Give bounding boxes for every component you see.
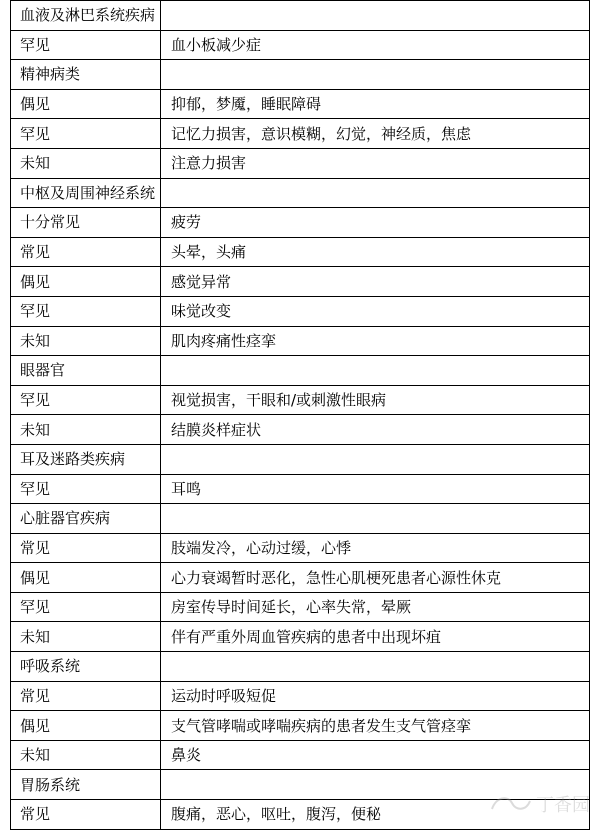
frequency-cell: 未知 (11, 622, 161, 652)
effect-cell: 肢端发冷，心动过缓，心悸 (161, 533, 590, 563)
effect-cell: 鼻炎 (161, 740, 590, 770)
table-body (11, 1, 590, 830)
adverse-reactions-table (10, 0, 590, 830)
frequency-cell: 十分常见 (11, 208, 161, 238)
effect-cell: 肌肉疼痛性痉挛 (161, 326, 590, 356)
table-row (11, 740, 590, 770)
frequency-cell: 常见 (11, 237, 161, 267)
effect-cell: 头晕，头痛 (161, 237, 590, 267)
frequency-cell: 偶见 (11, 563, 161, 593)
category-label: 耳及迷路类疾病 (11, 444, 161, 474)
frequency-cell: 未知 (11, 740, 161, 770)
frequency-cell: 常见 (11, 533, 161, 563)
category-label: 精神病类 (11, 60, 161, 90)
table-row (11, 208, 590, 238)
effect-cell: 支气管哮喘或哮喘疾病的患者发生支气管痉挛 (161, 711, 590, 741)
category-row (11, 652, 590, 682)
category-label: 胃肠系统 (11, 770, 161, 800)
frequency-cell: 常见 (11, 800, 161, 830)
category-row (11, 444, 590, 474)
effect-cell: 结膜炎样症状 (161, 415, 590, 445)
frequency-cell: 未知 (11, 326, 161, 356)
category-row (11, 356, 590, 386)
category-empty-cell (161, 444, 590, 474)
frequency-cell: 罕见 (11, 592, 161, 622)
category-empty-cell (161, 652, 590, 682)
table-row (11, 592, 590, 622)
table-row (11, 296, 590, 326)
frequency-cell: 未知 (11, 148, 161, 178)
category-empty-cell (161, 504, 590, 534)
category-row (11, 504, 590, 534)
table-row (11, 415, 590, 445)
category-empty-cell (161, 356, 590, 386)
effect-cell: 血小板减少症 (161, 30, 590, 60)
table-row (11, 385, 590, 415)
effect-cell: 房室传导时间延长，心率失常，晕厥 (161, 592, 590, 622)
effect-cell: 疲劳 (161, 208, 590, 238)
table-row (11, 30, 590, 60)
frequency-cell: 偶见 (11, 711, 161, 741)
effect-cell: 记忆力损害，意识模糊，幻觉，神经质，焦虑 (161, 119, 590, 149)
category-label: 心脏器官疾病 (11, 504, 161, 534)
table-row (11, 119, 590, 149)
table-row (11, 148, 590, 178)
table-row (11, 563, 590, 593)
frequency-cell: 未知 (11, 415, 161, 445)
table-row (11, 237, 590, 267)
watermark-text: 丁香园 (536, 795, 590, 816)
category-row (11, 178, 590, 208)
frequency-cell: 罕见 (11, 385, 161, 415)
category-label: 眼器官 (11, 356, 161, 386)
category-label: 中枢及周围神经系统 (11, 178, 161, 208)
category-row (11, 60, 590, 90)
effect-cell: 味觉改变 (161, 296, 590, 326)
category-empty-cell (161, 1, 590, 31)
dxy-logo-icon (486, 787, 596, 821)
frequency-cell: 偶见 (11, 89, 161, 119)
frequency-cell: 罕见 (11, 30, 161, 60)
table-row (11, 267, 590, 297)
watermark (486, 787, 596, 821)
category-label: 呼吸系统 (11, 652, 161, 682)
effect-cell: 运动时呼吸短促 (161, 681, 590, 711)
frequency-cell: 偶见 (11, 267, 161, 297)
category-row (11, 1, 590, 31)
table-row (11, 622, 590, 652)
table-row (11, 711, 590, 741)
category-empty-cell (161, 178, 590, 208)
frequency-cell: 罕见 (11, 474, 161, 504)
category-empty-cell (161, 60, 590, 90)
effect-cell: 视觉损害，干眼和/或刺激性眼病 (161, 385, 590, 415)
effect-cell: 注意力损害 (161, 148, 590, 178)
frequency-cell: 常见 (11, 681, 161, 711)
category-label: 血液及淋巴系统疾病 (11, 1, 161, 31)
table-row (11, 326, 590, 356)
table-row (11, 533, 590, 563)
effect-cell: 抑郁，梦魇，睡眠障碍 (161, 89, 590, 119)
frequency-cell: 罕见 (11, 296, 161, 326)
effect-cell: 耳鸣 (161, 474, 590, 504)
effect-cell: 感觉异常 (161, 267, 590, 297)
table-row (11, 474, 590, 504)
table-row (11, 681, 590, 711)
effect-cell: 伴有严重外周血管疾病的患者中出现坏疽 (161, 622, 590, 652)
table-row (11, 89, 590, 119)
frequency-cell: 罕见 (11, 119, 161, 149)
effect-cell: 心力衰竭暂时恶化，急性心肌梗死患者心源性休克 (161, 563, 590, 593)
effect-cell: 腹痛，恶心，呕吐，腹泻，便秘 (161, 800, 590, 830)
